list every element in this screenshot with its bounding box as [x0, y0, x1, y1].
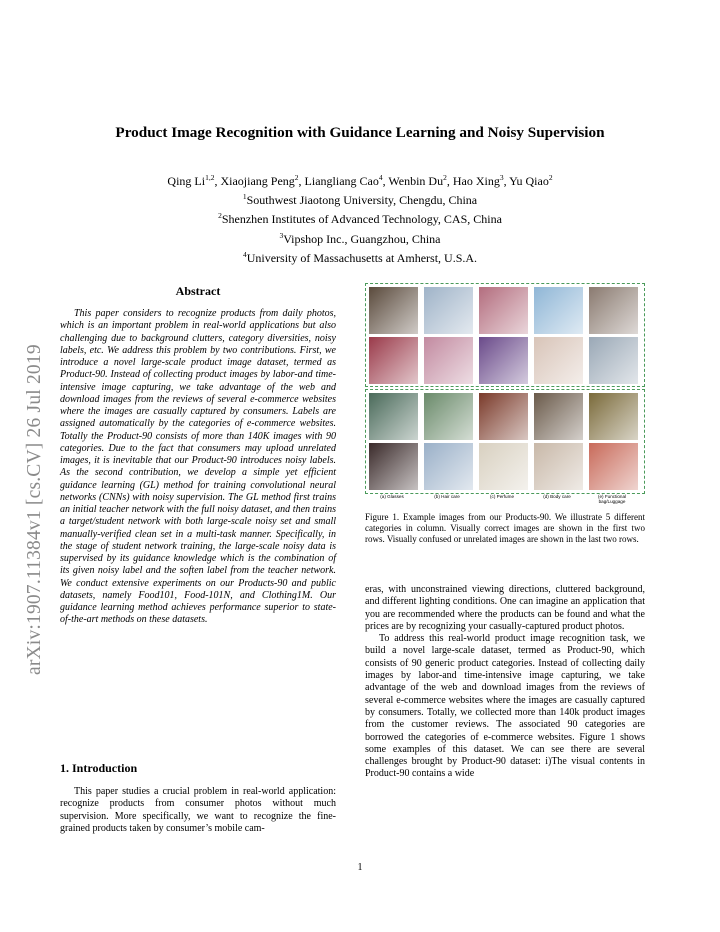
column-label: (b) Hair care: [434, 494, 460, 499]
author-affil-mark: 2: [294, 173, 299, 182]
author-affil-mark: 4: [378, 173, 383, 182]
product-photo: [589, 443, 638, 490]
figure-1: [365, 283, 645, 506]
author-name: Hao Xing: [452, 174, 500, 188]
product-photo: [424, 443, 473, 490]
affiliation: $^2$Shenzhen Institutes of Advanced Technology, CAS, China: [218, 211, 502, 227]
product-photo: [589, 287, 638, 334]
product-photo: [589, 337, 638, 384]
abstract: [60, 308, 336, 627]
author-name: Wenbin Du: [388, 174, 444, 188]
product-photo: [479, 443, 528, 490]
right-column-body: [365, 584, 645, 781]
affiliation: $^1$Southwest Jiaotong University, Chengdu, China: [242, 192, 478, 208]
author-affil-mark: 1,2: [205, 173, 215, 182]
product-photo: [534, 337, 583, 384]
product-photo: [589, 393, 638, 440]
author-block: [60, 170, 660, 266]
arxiv-identifier: arXiv:1907.11384v1 [cs.CV] 26 Jul 2019: [24, 344, 45, 675]
abstract-heading: Abstract: [175, 284, 221, 298]
affiliation: $^4$University of Massachusetts at Amherst, U.S.A.: [242, 249, 478, 265]
product-photo: [479, 287, 528, 334]
arxiv-stamp: [20, 260, 50, 675]
abstract-text: This paper considers to recognize products from daily photos, which is an important problem in real-world applications but also challenging due to background clutters, category diversities, noisy labels, etc. We address this problem by two contributions. First, we introduce a novel large-scale product image dataset, termed as Product-90. Instead of collecting product images by labor-and time-intensive image capturing, we take advantage of the web and download images from the reviews of several e-commerce websites where the images are casually captured by consumers. Labels are assigned automatically by the categories of e-commerce websites. Totally the Product-90 consists of more than 140K images with 90 categories. Due to the fact that consumers may upload unrelated images, it is inevitable that our Product-90 introduces noisy labels. As the second contribution, we develop a simple yet efficient guidance learning (GL) method for training convolutional neural networks (CNNs) with noisy supervision. The GL method first trains an initial teacher network with the full noisy dataset, and then trains a target/student network with both large-scale noisy set and small manually-verified clean set in a multi-task manner. Specifically, in the stage of student network training, the large-scale noisy data is supervised by its guidance knowledge which is the combination of its given noisy label and the soften label from the teacher network. We conduct extensive experiments on our Products-90 and public datasets, namely Food101, Food-101N, and Clothing1M. Our guidance learning method achieves performance superior to state-of-the-art methods on these datasets.: [60, 308, 336, 626]
intro-paragraph: This paper studies a crucial problem in real-world application: recognize products from consumer photos without much supervision. More specifically, we want to recognize the fine-grained products taken by consumer’s mobile cam-: [60, 786, 336, 834]
figure-caption: Figure 1. Example images from our Products-90. We illustrate 5 different categories in column. Visually correct images are shown in the first two rows. Visually confused or unrelated images are shown in the last two rows.: [365, 512, 645, 545]
section-heading: 1. Introduction: [60, 761, 138, 775]
product-photo: [369, 443, 418, 490]
product-photo: [369, 337, 418, 384]
intro-section: [60, 786, 336, 835]
body-paragraph: eras, with unconstrained viewing directions, cluttered background, and different lighting conditions. One can imagine an application that you are recommended where the products can be found and what the prices are by recognizing your casually-captured product photos.: [365, 584, 645, 632]
column-label: (e) Functional bag/Luggage: [597, 494, 627, 504]
product-photo: [369, 287, 418, 334]
product-photo: [424, 337, 473, 384]
author-name: Qing Li: [167, 174, 206, 188]
author-affil-mark: 2: [443, 173, 447, 182]
column-label: (a) Glasses: [380, 494, 404, 499]
author-name: Xiaojiang Peng: [220, 174, 295, 188]
product-photo: [534, 443, 583, 490]
author-list: Qing Li$^{1,2}$, Xiaojiang Peng$^2$, Liangliang Cao$^4$, Wenbin Du$^2$, Hao Xing$^3$, Yu Qiao$^2$: [167, 173, 553, 188]
figure-column-labels: [365, 494, 645, 506]
product-photo: [479, 337, 528, 384]
product-photo: [369, 393, 418, 440]
author-name: Liangliang Cao: [304, 174, 379, 188]
product-photo: [479, 393, 528, 440]
page-number: 1: [357, 862, 363, 873]
product-photo: [534, 287, 583, 334]
product-photo: [424, 393, 473, 440]
product-photo: [534, 393, 583, 440]
product-photo: [424, 287, 473, 334]
affiliation: $^3$Vipshop Inc., Guangzhou, China: [279, 230, 441, 246]
author-name: Yu Qiao: [509, 174, 549, 188]
author-affil-mark: 3: [499, 173, 504, 182]
body-paragraph: To address this real-world product image recognition task, we build a novel large-scale dataset, termed as Product-90, which consists of 90 generic product categories. Instead of collecting daily images by labor-and time-intensive image capturing, we take advantage of the web and download images from the reviews of several e-commerce websites where the images are casually captured by consumers. Totally, we collected more than 140k product images from the customer reviews. The associated 90 categories are borrowed the categories of e-commerce websites. Figure 1 shows some examples of this dataset. We can see there are several challenges brought by Product-90 dataset: i)The visual contents in Product-90 contains a wide: [365, 633, 645, 780]
column-label: (d) Body care: [543, 494, 571, 499]
paper-title: Product Image Recognition with Guidance Learning and Noisy Supervision: [115, 124, 605, 141]
author-affil-mark: 2: [548, 173, 553, 182]
column-label: (c) Perfume: [490, 494, 514, 499]
